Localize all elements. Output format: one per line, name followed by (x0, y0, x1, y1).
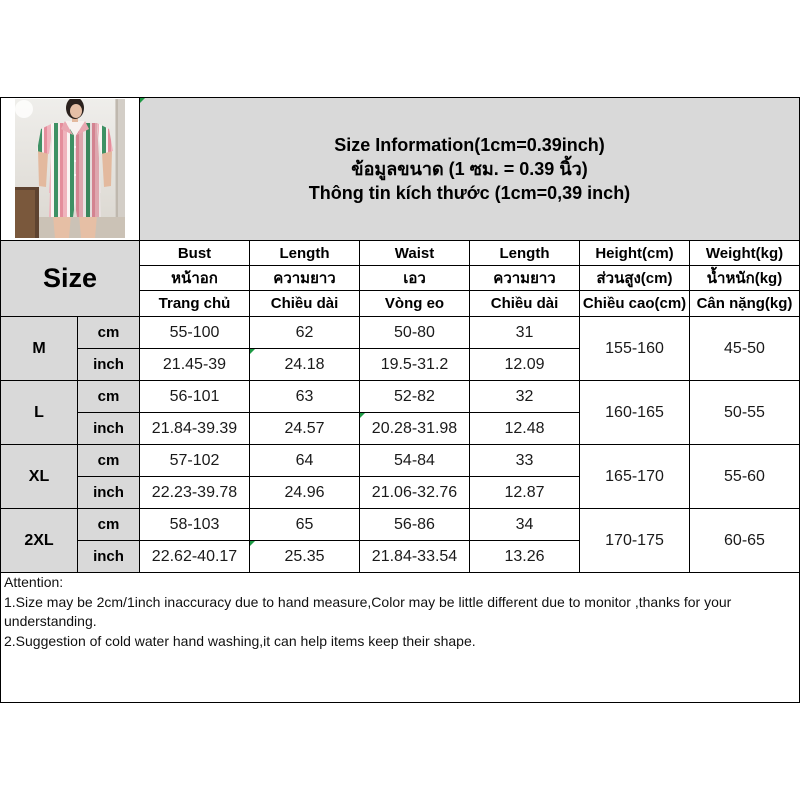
excel-error-indicator (250, 349, 255, 354)
size-l-inch-bust: 21.84-39.39 (140, 413, 250, 445)
size-xl-height: 165-170 (580, 445, 690, 509)
size-m-cm-length2: 31 (470, 317, 580, 349)
size-2xl-label: 2XL (1, 509, 78, 573)
size-m-inch-length2: 12.09 (470, 349, 580, 381)
size-l-weight: 50-55 (690, 381, 800, 445)
size-l-cm-length2: 32 (470, 381, 580, 413)
size-xl-label: XL (1, 445, 78, 509)
size-m-height: 155-160 (580, 317, 690, 381)
header-height-th: ส่วนสูง(cm) (580, 266, 690, 291)
size-2xl-weight: 60-65 (690, 509, 800, 573)
attention-title: Attention: (4, 574, 64, 590)
header-weight-vi: Cân nặng(kg) (690, 291, 800, 317)
attention-item-2: 2.Suggestion of cold water hand washing,it can help items keep their shape. (4, 633, 476, 650)
size-2xl-cm-unit: cm (78, 509, 140, 541)
size-2xl-height: 170-175 (580, 509, 690, 573)
size-info-title-en: Size Information(1cm=0.39inch) (334, 135, 605, 155)
size-m-cm-unit: cm (78, 317, 140, 349)
size-m-label: M (1, 317, 78, 381)
size-2xl-cm-waist: 56-86 (360, 509, 470, 541)
size-l-inch-waist-value: 20.28-31.98 (371, 419, 458, 437)
size-xl-inch-length: 24.96 (250, 477, 360, 509)
size-xl-inch-unit: inch (78, 477, 140, 509)
header-length-vi: Chiều dài (250, 291, 360, 317)
size-m-inch-waist: 19.5-31.2 (360, 349, 470, 381)
size-m-cm-length: 62 (250, 317, 360, 349)
size-l-cm-length: 63 (250, 381, 360, 413)
size-l-inch-waist (360, 413, 470, 445)
size-m-inch-length (250, 349, 360, 381)
header-length-th: ความยาว (250, 266, 360, 291)
size-2xl-cm-bust: 58-103 (140, 509, 250, 541)
size-m-inch-unit: inch (78, 349, 140, 381)
size-l-cm-waist: 52-82 (360, 381, 470, 413)
size-m-weight: 45-50 (690, 317, 800, 381)
size-xl-inch-waist: 21.06-32.76 (360, 477, 470, 509)
attention-section (1, 573, 800, 703)
header-waist-vi: Vòng eo (360, 291, 470, 317)
size-xl-inch-bust: 22.23-39.78 (140, 477, 250, 509)
header-bust-th: หน้าอก (140, 266, 250, 291)
size-l-height: 160-165 (580, 381, 690, 445)
header-bust-en: Bust (140, 241, 250, 266)
size-info-box (140, 98, 800, 241)
excel-error-indicator (250, 541, 255, 546)
size-info-title-th: ข้อมูลขนาด (1 ซม. = 0.39 นิ้ว) (351, 159, 588, 179)
size-l-inch-length: 24.57 (250, 413, 360, 445)
size-xl-cm-bust: 57-102 (140, 445, 250, 477)
header-bust-vi: Trang chủ (140, 291, 250, 317)
header-waist-en: Waist (360, 241, 470, 266)
header-waist-th: เอว (360, 266, 470, 291)
attention-item-1: 1.Size may be 2cm/1inch inaccuracy due to hand measure,Color may be little different due to monitor ,thanks for your understanding. (4, 593, 732, 630)
header-length2-en: Length (470, 241, 580, 266)
size-xl-weight: 55-60 (690, 445, 800, 509)
header-length2-th: ความยาว (470, 266, 580, 291)
size-xl-cm-length2: 33 (470, 445, 580, 477)
size-xl-cm-waist: 54-84 (360, 445, 470, 477)
size-m-inch-length-value: 24.18 (284, 355, 325, 373)
header-length-en: Length (250, 241, 360, 266)
size-m-cm-bust: 55-100 (140, 317, 250, 349)
excel-error-indicator (140, 98, 145, 103)
size-column-header: Size (1, 241, 140, 317)
product-photo (1, 98, 140, 241)
size-2xl-inch-length (250, 541, 360, 573)
excel-error-indicator (360, 413, 365, 418)
size-xl-cm-length: 64 (250, 445, 360, 477)
size-l-cm-unit: cm (78, 381, 140, 413)
product-photo-image (15, 99, 125, 238)
size-2xl-cm-length2: 34 (470, 509, 580, 541)
size-l-inch-length2: 12.48 (470, 413, 580, 445)
header-weight-th: น้ำหนัก(kg) (690, 266, 800, 291)
size-chart-table (0, 97, 800, 703)
size-2xl-inch-length2: 13.26 (470, 541, 580, 573)
size-info-title-vi: Thông tin kích thước (1cm=0,39 inch) (308, 183, 631, 203)
size-xl-inch-length2: 12.87 (470, 477, 580, 509)
size-2xl-inch-unit: inch (78, 541, 140, 573)
size-l-inch-unit: inch (78, 413, 140, 445)
size-2xl-cm-length: 65 (250, 509, 360, 541)
size-2xl-inch-waist: 21.84-33.54 (360, 541, 470, 573)
size-m-inch-bust: 21.45-39 (140, 349, 250, 381)
size-xl-cm-unit: cm (78, 445, 140, 477)
header-length2-vi: Chiều dài (470, 291, 580, 317)
size-l-cm-bust: 56-101 (140, 381, 250, 413)
size-2xl-inch-length-value: 25.35 (284, 547, 325, 565)
header-height-en: Height(cm) (580, 241, 690, 266)
size-m-cm-waist: 50-80 (360, 317, 470, 349)
size-l-label: L (1, 381, 78, 445)
header-weight-en: Weight(kg) (690, 241, 800, 266)
header-height-vi: Chiều cao(cm) (580, 291, 690, 317)
size-2xl-inch-bust: 22.62-40.17 (140, 541, 250, 573)
